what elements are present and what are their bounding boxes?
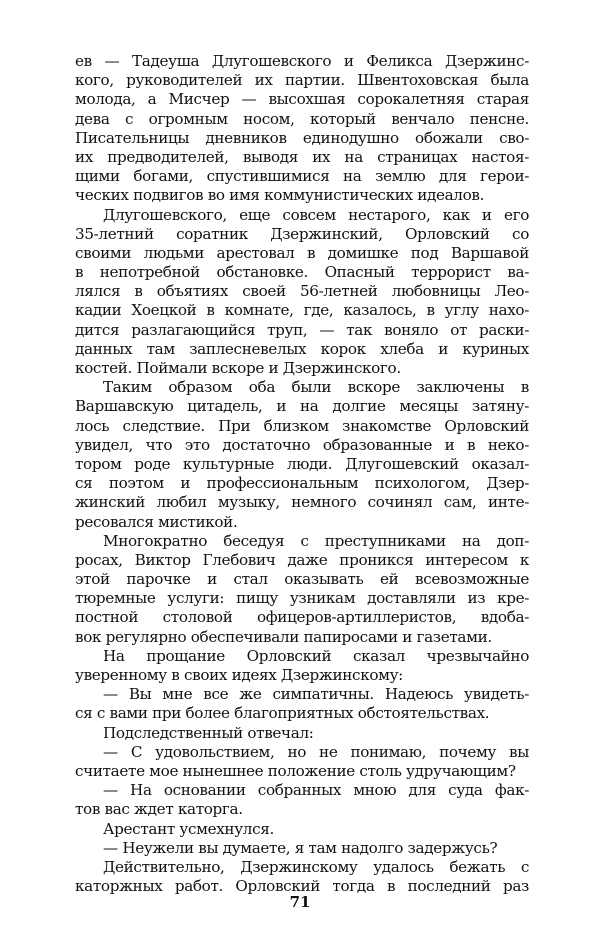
text-line: На прощание Орловский сказал чрезвычайно: [103, 646, 529, 665]
text-line: считаете мое нынешнее положение столь удручающим?: [75, 761, 516, 780]
text-line: Писательницы дневников единодушно обожали сво-: [75, 128, 529, 147]
text-line: их предводителей, выводя их на страницах настоя-: [75, 147, 529, 166]
text-line: Длугошевского, еще совсем нестарого, как и его: [103, 205, 529, 224]
text-line: постной столовой офицеров-артиллеристов, вдоба-: [75, 608, 529, 627]
text-line: Действительно, Дзержинскому удалось бежать с: [103, 857, 529, 876]
text-line: тюремные услуги: пищу узникам доставляли из кре-: [75, 589, 529, 608]
text-line: кадии Хоецкой в комнате, где, казалось, в углу нахо-: [75, 301, 529, 320]
text-line: дится разлагающийся труп, — так воняло от раски-: [75, 320, 529, 339]
text-line: каторжных работ. Орловский тогда в последний раз: [75, 877, 529, 896]
text-line: Таким образом оба были вскоре заключены в: [103, 378, 529, 397]
text-line: — Неужели вы думаете, я там надолго задержусь?: [103, 838, 498, 857]
text-line: данных там заплесневелых корок хлеба и куриных: [75, 339, 529, 358]
text-line: Варшавскую цитадель, и на долгие месяцы затяну-: [75, 397, 529, 416]
text-line: своими людьми арестовал в домишке под Варшавой: [75, 243, 529, 262]
text-line: ся поэтом и профессиональным психологом, Дзер-: [75, 474, 529, 493]
text-line: уверенному в своих идеях Дзержинскому:: [75, 666, 403, 684]
text-line: — На основании собранных мною для суда фак-: [103, 781, 529, 800]
text-line: молода, а Мисчер — высохшая сорокалетняя старая: [75, 90, 529, 109]
text-line: ческих подвигов во имя коммунистических идеалов.: [75, 186, 485, 205]
page-number: 71: [289, 893, 311, 911]
text-line: тов вас ждет каторга.: [75, 800, 243, 819]
text-line: тором роде культурные люди. Длугошевский оказал-: [75, 454, 529, 473]
text-line: 35-летний соратник Дзержинский, Орловский со: [75, 224, 529, 243]
text-line: — Вы мне все же симпатичны. Надеюсь увидеть-: [103, 685, 529, 704]
text-line: — С удовольствием, но не понимаю, почему вы: [103, 742, 529, 761]
text-line: этой парочке и стал оказывать ей всевозможные: [75, 570, 529, 589]
text-line: увидел, что это достаточно образованные и в неко-: [75, 435, 529, 454]
text-line: вок регулярно обеспечивали папиросами и газетами.: [75, 627, 492, 646]
text-line: костей. Поймали вскоре и Дзержинского.: [75, 359, 401, 377]
text-line: лось следствие. При близком знакомстве Орловский: [75, 416, 529, 435]
text-line: щими богами, спустившимися на землю для герои-: [75, 167, 529, 186]
text-line: лялся в объятиях своей 56-летней любовницы Лео-: [75, 282, 529, 301]
text-line: Арестант усмехнулся.: [103, 819, 274, 838]
text-line: жинский любил музыку, немного сочинял сам, инте-: [75, 493, 529, 512]
text-line: росах, Виктор Глебович даже проникся интересом к: [75, 550, 529, 569]
text-line: кого, руководителей их партии. Швентоховская была: [75, 71, 529, 90]
text-line: ся с вами при более благоприятных обстоятельствах.: [75, 704, 490, 723]
text-line: ев — Тадеуша Длугошевского и Феликса Дзержинс-: [75, 52, 529, 70]
page-body-text: [75, 52, 529, 896]
text-line: дева с огромным носом, который венчало пенсне.: [75, 109, 529, 128]
text-line: в непотребной обстановке. Опасный террорист ва-: [75, 263, 529, 282]
text-line: Многократно беседуя с преступниками на доп-: [103, 531, 529, 550]
text-line: Подследственный отвечал:: [103, 723, 314, 742]
text-line: ресовался мистикой.: [75, 512, 238, 531]
